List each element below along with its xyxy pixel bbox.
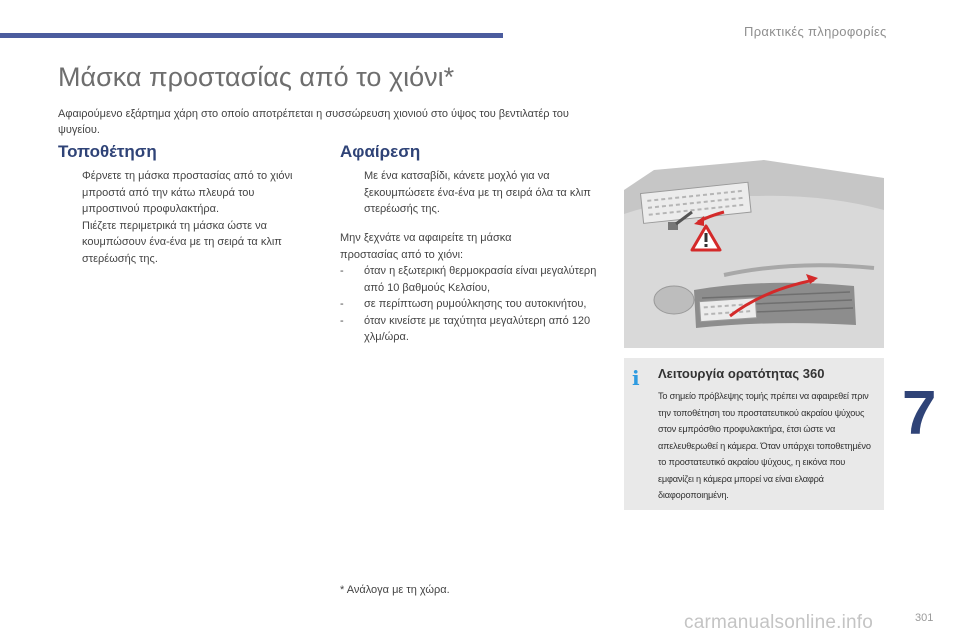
fitting-heading: Τοποθέτηση xyxy=(58,142,157,161)
list-item: - όταν κινείστε με ταχύτητα μεγαλύτερη από 120 χλμ/ώρα. xyxy=(340,314,591,343)
section-title: Πρακτικές πληροφορίες xyxy=(744,24,887,39)
info-box-360-visibility xyxy=(624,358,884,510)
fitting-steps xyxy=(58,168,308,267)
snow-screen-illustration xyxy=(624,150,884,348)
dash-bullet: - xyxy=(340,298,344,310)
lower-snow-screen xyxy=(699,298,756,322)
list-item: Πιέζετε περιμετρικά τη μάσκα ώστε να κουμπώσουν ένα-ένα με τη σειρά τα κλιπ στερέωσής της. xyxy=(82,219,282,265)
intro-paragraph: Αφαιρούμενο εξάρτημα χάρη στο οποίο αποτρέπεται η συσσώρευση χιονιού στο ύψος του βεντιλατέρ του ψυγείου. xyxy=(58,108,569,136)
info-box-text: Το σημείο πρόβλεψης τομής πρέπει να αφαιρεθεί πριν την τοποθέτηση του προστατευτικού ακραίου ψύχους στον εμπρόσθιο προφυλακτήρα, έτσι ώστε να απελευθερωθεί η κάμερα. Όταν υπάρχει τοποθετημένο το προστατευτικό ακραίου ψύχους, η εικόνα που εμφανίζει η κάμερα μπορεί να είναι ελαφρά διαφοροποιημένη. xyxy=(658,391,871,500)
info-icon: i xyxy=(632,366,640,390)
dash-bullet: - xyxy=(340,265,344,277)
info-box-title: Λειτουργία ορατότητας 360 xyxy=(658,366,825,381)
removal-reminder: Μην ξεχνάτε να αφαιρείτε τη μάσκα προστασίας από το χιόνι: xyxy=(340,232,512,261)
page-number: 301 xyxy=(915,612,934,624)
header-accent-bar xyxy=(0,33,503,38)
page-title: Μάσκα προστασίας από το χιόνι* xyxy=(58,62,455,92)
removal-heading: Αφαίρεση xyxy=(340,142,421,161)
list-item: Φέρνετε τη μάσκα προστασίας από το χιόνι μπροστά από την κάτω πλευρά του μπροστινού προφυλακτήρα. xyxy=(82,170,293,215)
removal-steps xyxy=(340,168,602,218)
list-item: Με ένα κατσαβίδι, κάνετε μοχλό για να ξεκουμπώσετε ένα-ένα με τη σειρά όλα τα κλιπ στερέωσής της. xyxy=(364,170,591,215)
dash-bullet: - xyxy=(340,314,344,327)
watermark: carmanualsonline.info xyxy=(684,612,874,633)
list-item: - όταν η εξωτερική θερμοκρασία είναι μεγαλύτερη από 10 βαθμούς Κελσίου, xyxy=(340,265,597,294)
car-front-bumper-diagram xyxy=(624,150,884,348)
fog-lamp xyxy=(654,286,694,314)
removal-conditions xyxy=(340,263,602,346)
footnote: * Ανάλογα με τη χώρα. xyxy=(340,584,450,596)
list-item: - σε περίπτωση ρυμούλκησης του αυτοκινήτου, xyxy=(340,296,602,313)
chapter-number: 7 xyxy=(902,379,937,448)
